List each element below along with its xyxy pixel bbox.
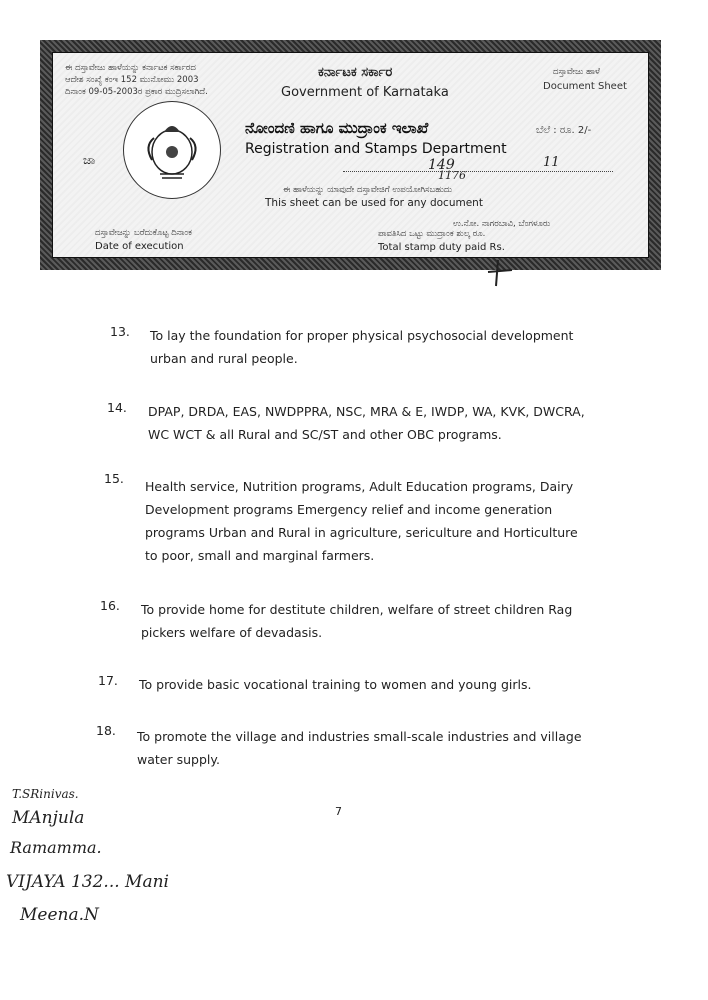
stamp-paper-header [40,40,661,270]
handwritten-page-count: 11 [543,155,560,170]
list-item [148,400,585,446]
sub-registrar-office: ಉ.ನೋ. ನಾಗರಬಾವಿ, ಬೆಂಗಳೂರು [453,219,551,229]
item-line: To lay the foundation for proper physical psychosocial development [150,328,574,343]
list-item [137,725,582,771]
usable-note-english: This sheet can be used for any document [265,197,483,209]
item-number: 14. [107,400,127,415]
signature: VIJAYA 132... Mani [6,872,169,892]
signature: Meena.N [20,905,99,925]
department-title-english: Registration and Stamps Department [245,141,507,157]
item-line: Development programs Emergency relief and income generation [145,502,553,517]
item-number: 16. [100,598,120,613]
signature: T.SRinivas. [12,787,79,801]
item-line: programs Urban and Rural in agriculture, sericulture and Horticulture [145,525,578,540]
item-number: 13. [110,324,130,339]
item-number: 15. [104,471,124,486]
pen-mark-icon [486,258,516,292]
list-item [145,475,578,567]
stamp-order-line-3: ದಿನಾಂಕ 09-05-2003ರ ಪ್ರಕಾರ ಮುದ್ರಿಸಲಾಗಿದೆ. [65,87,208,97]
stamp-fill-line [343,171,613,172]
item-number: 17. [98,673,118,688]
signature: MAnjula [12,808,85,828]
item-line: To provide basic vocational training to women and young girls. [139,677,532,692]
item-line: urban and rural people. [150,351,298,366]
government-title-kannada: ಕರ್ನಾಟಕ ಸರ್ಕಾರ [318,65,393,80]
stamp-paper-body [52,52,649,258]
signature: Ramamma. [10,838,102,857]
karnataka-emblem-icon [123,101,221,199]
item-number: 18. [96,723,116,738]
item-line: WC WCT & all Rural and SC/ST and other OBC programs. [148,427,502,442]
list-item [141,598,572,644]
document-sheet-kannada: ದಸ್ತಾವೇಜು ಹಾಳೆ [553,67,600,77]
item-line: Health service, Nutrition programs, Adult Education programs, Dairy [145,479,574,494]
government-title-english: Government of Karnataka [281,85,449,100]
department-title-kannada: ನೋಂದಣಿ ಹಾಗೂ ಮುದ್ರಾಂಕ ಇಲಾಖೆ [245,119,429,137]
list-item [139,673,531,696]
jo-mark: ಜಾ [83,153,96,167]
item-line: To promote the village and industries small-scale industries and village [137,729,582,744]
item-line: To provide home for destitute children, welfare of street children Rag [141,602,573,617]
item-line: DPAP, DRDA, EAS, NWDPPRA, NSC, MRA & E, IWDP, WA, KVK, DWCRA, [148,404,585,419]
item-line: pickers welfare of devadasis. [141,625,323,640]
usable-note-kannada: ಈ ಹಾಳೆಯನ್ನು ಯಾವುದೇ ದಸ್ತಾವೇಜಿಗೆ ಉಪಯೋಗಿಸಬಹುದು [283,185,453,195]
stamp-price: ಬೆಲೆ : ರೂ. 2/- [536,125,592,136]
document-sheet-english: Document Sheet [543,81,627,92]
item-line: to poor, small and marginal farmers. [145,548,375,563]
stamp-order-line-2: ಆದೇಶ ಸಂಖ್ಯೆ ಕಂಇ 152 ಮುನೋಮು 2003 [65,75,199,85]
page-number: 7 [335,805,342,818]
total-duty-kannada: ಪಾವತಿಸಿದ ಒಟ್ಟು ಮುದ್ರಾಂಕ ಶುಲ್ಕ ರೂ. [378,229,486,239]
date-of-execution-english: Date of execution [95,241,184,252]
item-line: water supply. [137,752,220,767]
handwritten-sub-number: 1176 [438,169,466,182]
date-of-execution-kannada: ದಸ್ತಾವೇಜನ್ನು ಬರೆದುಕೊಟ್ಟ ದಿನಾಂಕ [95,228,193,238]
list-item [150,324,573,370]
handwritten-serial-number: 149 [428,157,455,173]
total-duty-english: Total stamp duty paid Rs. [378,242,505,253]
stamp-order-line-1: ಈ ದಸ್ತಾವೇಜು ಹಾಳೆಯನ್ನು ಕರ್ನಾಟಕ ಸರ್ಕಾರದ [65,63,196,73]
